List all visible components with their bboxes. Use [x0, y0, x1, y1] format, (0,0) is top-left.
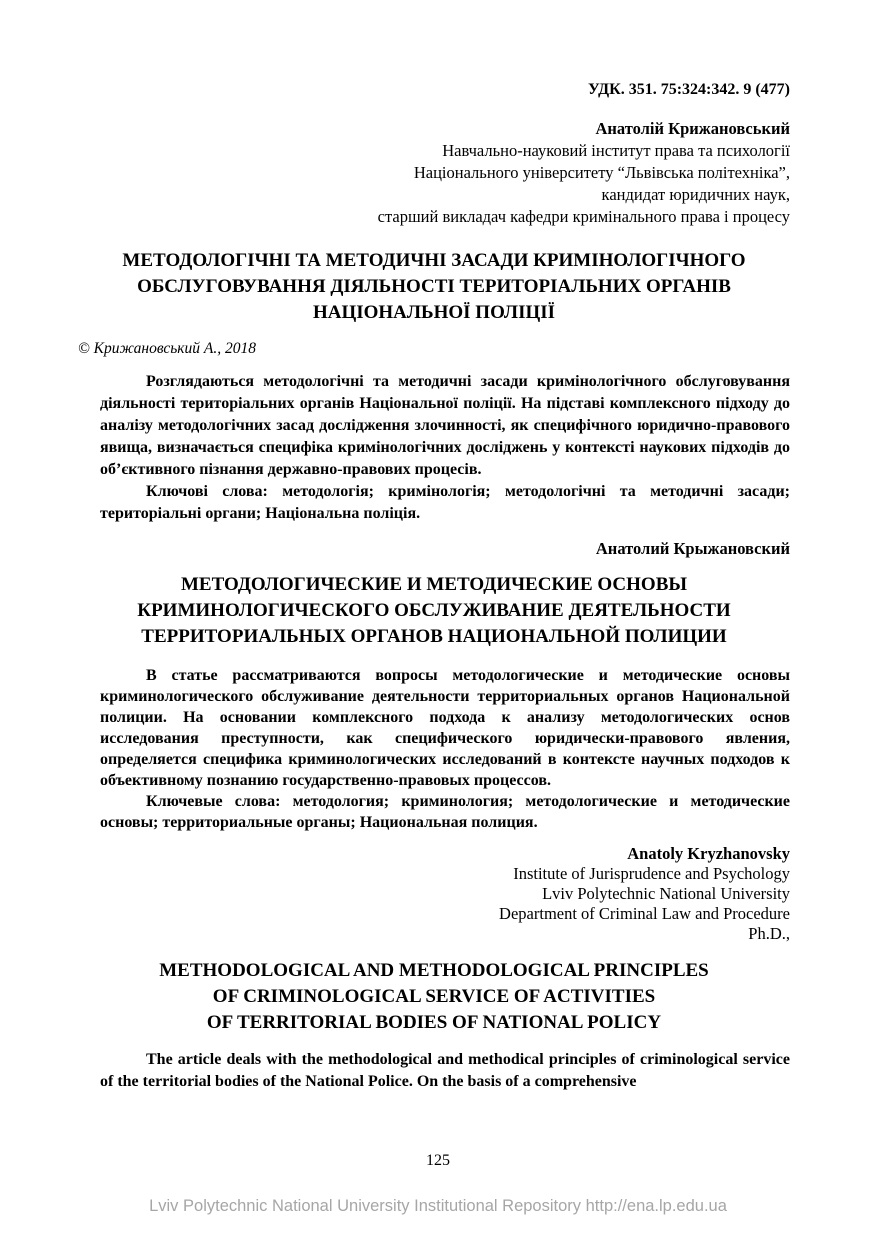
title-ukrainian [78, 248, 790, 326]
title-line: ТЕРРИТОРИАЛЬНЫХ ОРГАНОВ НАЦИОНАЛЬНОЙ ПОЛИЦИИ [141, 626, 727, 647]
abstract-text-russian: В статье рассматриваются вопросы методологические и методические основы криминологического обслуживание деятельности территориальных органов Национальной полиции. На основании комплексного подхода к анализу методологических основ исследования преступности, как специфического юридически-правового явления, определяется специфика криминологических исследований в контексте научных подходов к объективному познанию государственно-правовых процессов. [100, 667, 790, 789]
author-name-english: Anatoly Kryzhanovsky [627, 844, 790, 863]
abstract-ukrainian [100, 371, 790, 525]
affiliation-line: старший викладач кафедри кримінального права і процесу [377, 207, 790, 226]
affiliation-line: кандидат юридичних наук, [601, 185, 790, 204]
title-line: OF TERRITORIAL BODIES OF NATIONAL POLICY [206, 1012, 662, 1033]
title-line: НАЦІОНАЛЬНОЇ ПОЛІЦІЇ [312, 302, 556, 323]
udc-number: УДК. 351. 75:324:342. 9 (477) [587, 81, 790, 98]
repository-footer: Lviv Polytechnic National University Institutional Repository http://ena.lp.edu.ua [149, 1197, 727, 1215]
author-block-english [78, 844, 790, 944]
title-english [78, 958, 790, 1036]
title-line: КРИМИНОЛОГИЧЕСКОГО ОБСЛУЖИВАНИЕ ДЕЯТЕЛЬНОСТИ [137, 600, 731, 621]
affiliation-line: Institute of Jurisprudence and Psychology [513, 864, 790, 883]
title-line: OF CRIMINOLOGICAL SERVICE OF ACTIVITIES [212, 986, 656, 1007]
title-line: МЕТОДОЛОГИЧЕСКИЕ И МЕТОДИЧЕСКИЕ ОСНОВЫ [180, 574, 688, 595]
title-line: METHODOLOGICAL AND METHODOLOGICAL PRINCIPLES [159, 960, 709, 981]
abstract-text-english: The article deals with the methodological and methodical principles of criminological service of the territorial bodies of the National Police. On the basis of a comprehensive [100, 1051, 790, 1090]
author-name-russian: Анатолий Крыжановский [595, 539, 790, 558]
title-line: ОБСЛУГОВУВАННЯ ДІЯЛЬНОСТІ ТЕРИТОРІАЛЬНИХ ОРГАНІВ [137, 276, 731, 297]
abstract-text-ukrainian: Розглядаються методологічні та методичні засади кримінологічного обслуговування діяльності територіальних органів Національної поліції. На підставі комплексного підходу до аналізу методологічних засад дослідження злочинності, як специфічного юридично-правового явища, визначається специфіка кримінологічних досліджень у контексті наукових підходів до об’єктивного пізнання державно-правових процесів. [100, 373, 790, 478]
author-name-ukrainian: Анатолій Крижановський [595, 119, 790, 138]
keywords-russian: Ключевые слова: методология; криминология; методологические и методические основы; территориальные органы; Национальная полиция. [100, 793, 790, 831]
affiliation-line: Lviv Polytechnic National University [542, 884, 790, 903]
keywords-ukrainian: Ключові слова: методологія; кримінологія; методологічні та методичні засади; територіальні органи; Національна поліція. [100, 483, 790, 522]
abstract-english [100, 1049, 790, 1093]
affiliation-line: Department of Criminal Law and Procedure [499, 904, 790, 923]
affiliation-line: Національного університету “Львівська політехніка”, [413, 163, 790, 182]
copyright-line: © Крижановський А., 2018 [78, 340, 257, 357]
title-russian [78, 572, 790, 650]
title-line: МЕТОДОЛОГІЧНІ ТА МЕТОДИЧНІ ЗАСАДИ КРИМІНОЛОГІЧНОГО [122, 250, 746, 271]
affiliation-line: Ph.D., [748, 924, 790, 943]
abstract-russian [100, 665, 790, 833]
affiliation-line: Навчально-науковий інститут права та психології [442, 141, 790, 160]
author-block-ukrainian [78, 118, 790, 228]
page-number: 125 [426, 1152, 450, 1169]
